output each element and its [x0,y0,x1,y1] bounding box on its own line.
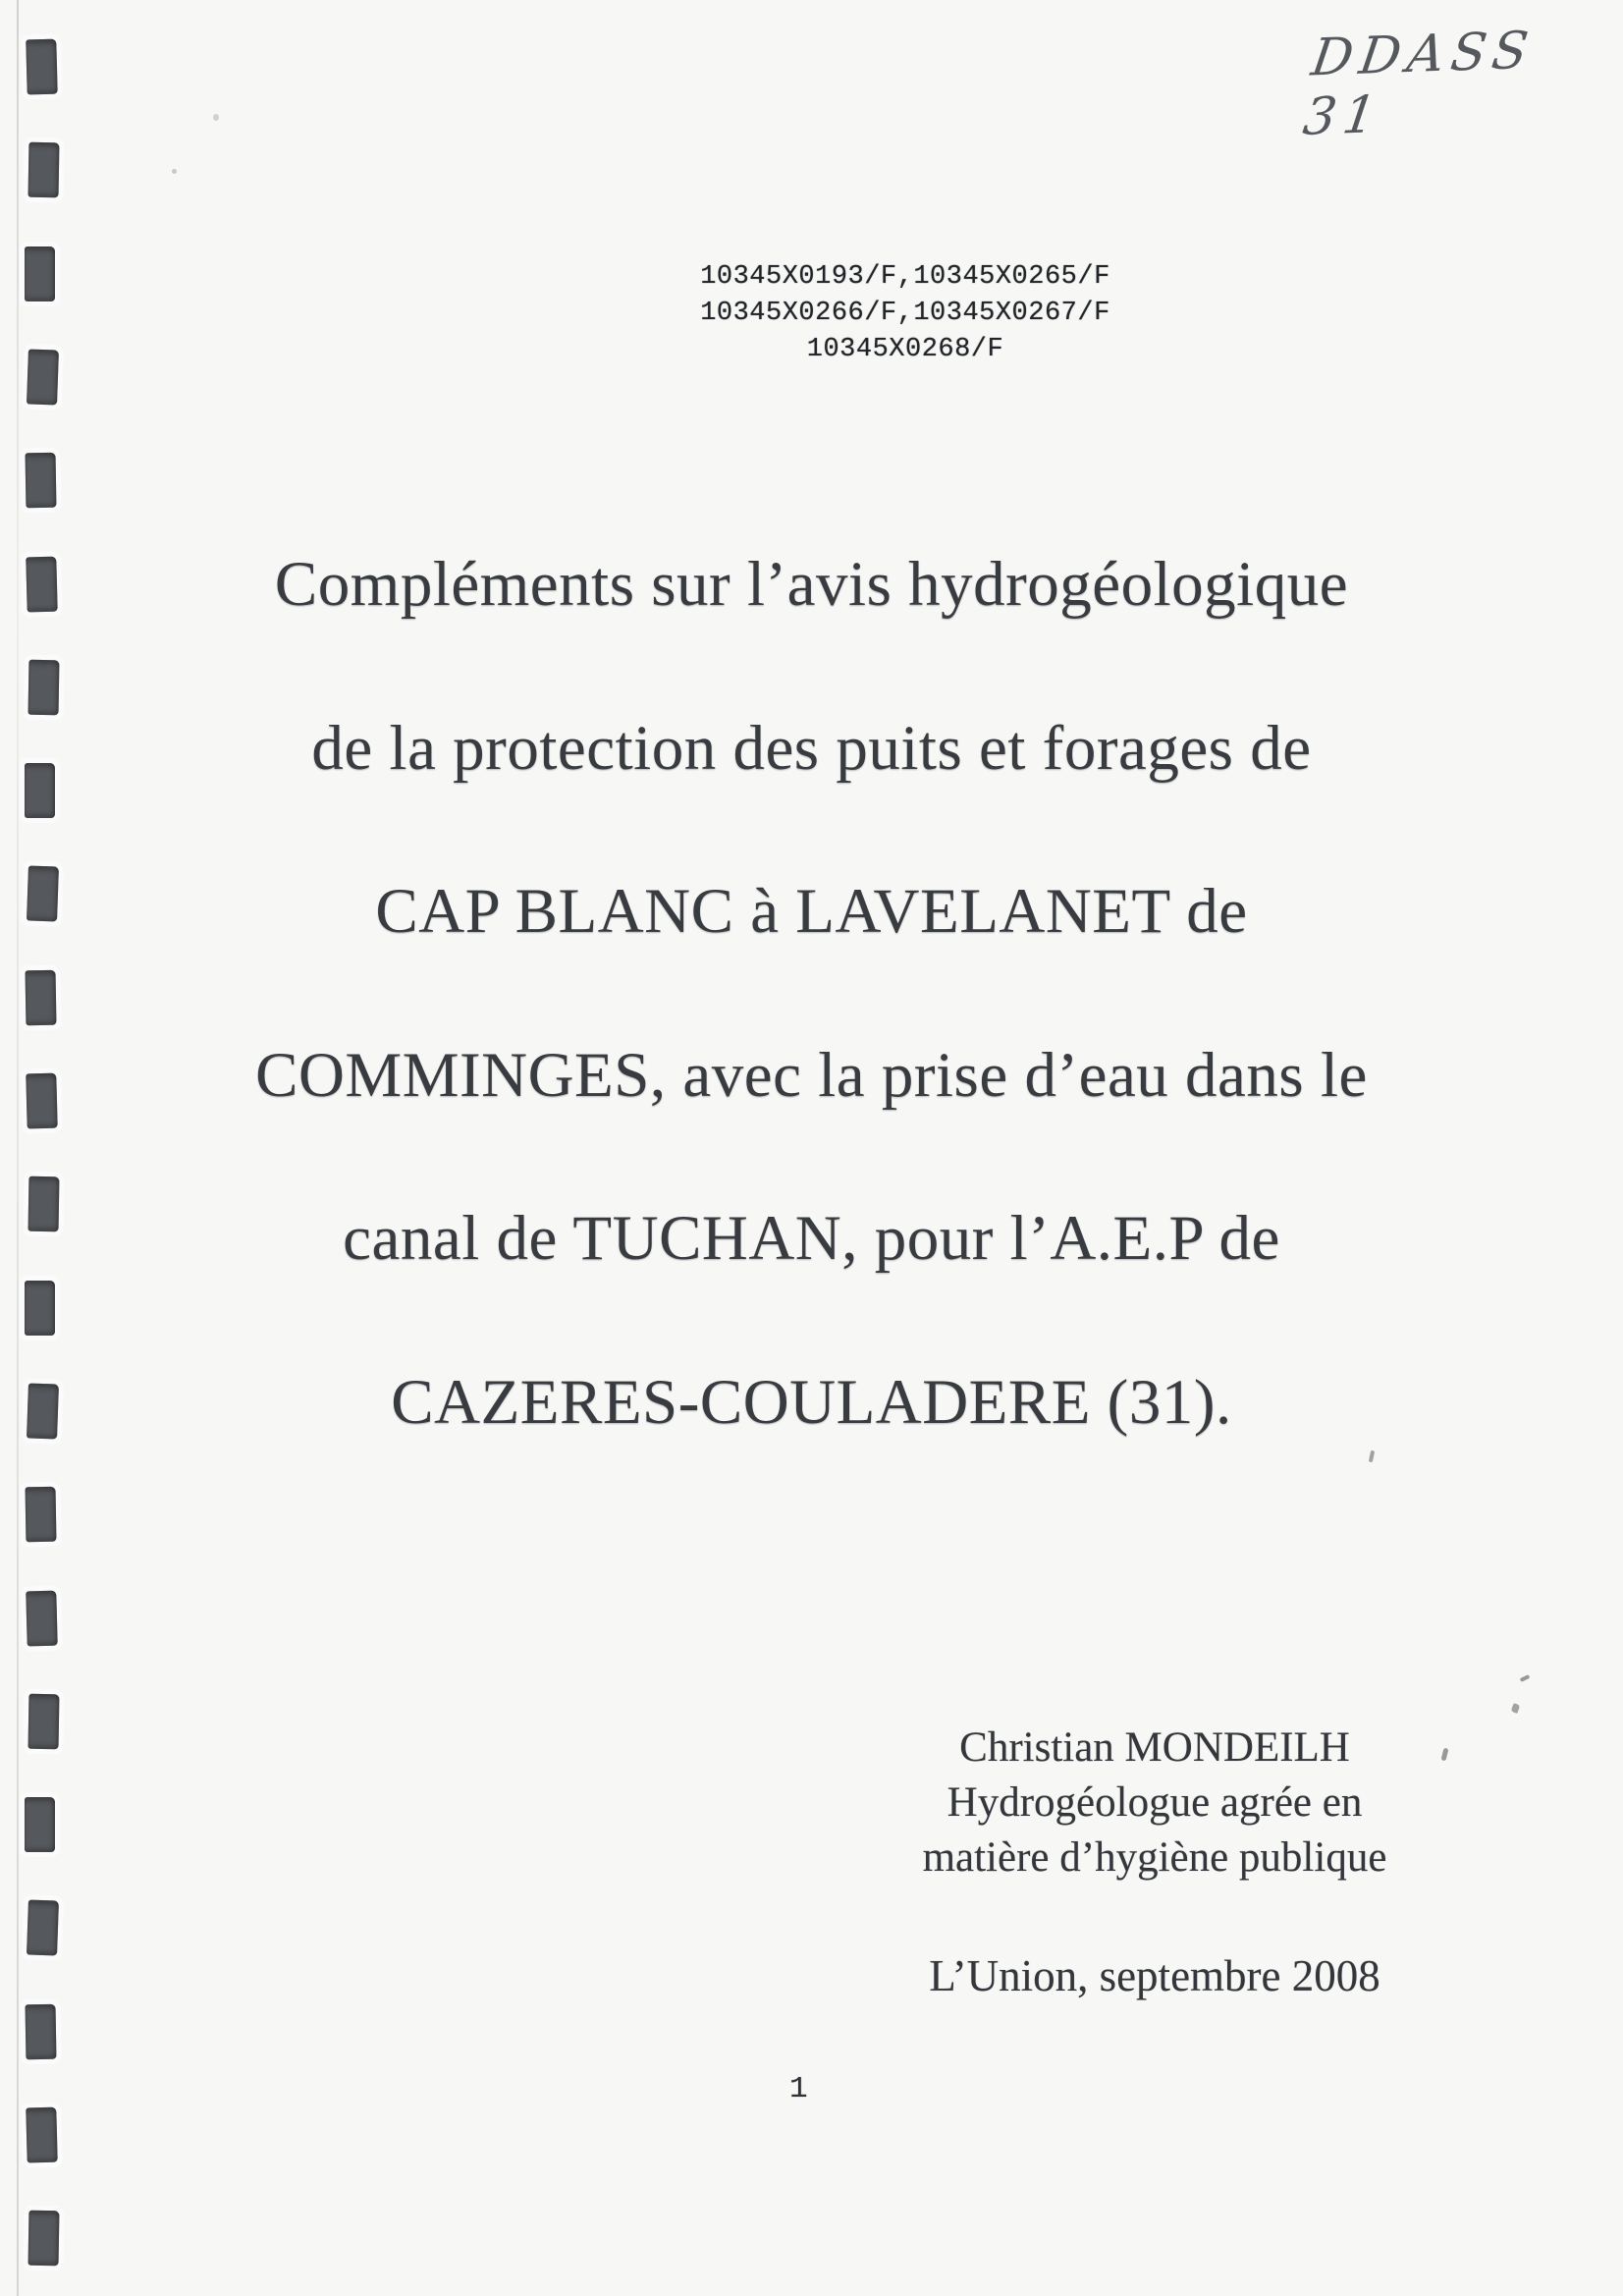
binding-hole [26,2003,57,2059]
document-title [0,503,1623,1484]
scan-speck [172,169,177,174]
binding-hole [26,1487,57,1543]
reference-numbers [640,259,1170,368]
page-number: 1 [789,2072,808,2106]
author-block [879,1721,1431,1886]
binding-hole [26,1590,57,1646]
reference-line: 10345X0193/F,10345X0265/F [700,262,1110,292]
title-line: de la protection des puits et forages de [311,712,1312,784]
title-line: Compléments sur l’avis hydrogéologique [274,549,1349,620]
author-title-line: Hydrogéologue agrée en [947,1779,1363,1826]
author-and-date-block [879,1721,1431,2001]
author-name: Christian MONDEILH [959,1724,1350,1771]
binding-hole [28,2211,60,2267]
binding-hole [28,1694,60,1750]
reference-line: 10345X0266/F,10345X0267/F [700,299,1110,328]
reference-line: 10345X0268/F [806,335,1004,364]
binding-hole [25,246,55,301]
binding-hole [27,349,59,405]
binding-hole [28,142,60,198]
binding-hole [26,2107,57,2163]
binding-hole [25,1797,55,1852]
scan-speck [1511,1703,1521,1714]
title-line: CAP BLANC à LAVELANET de [375,876,1248,947]
title-line: canal de TUCHAN, pour l’A.E.P de [343,1203,1280,1274]
scan-speck [1520,1674,1531,1682]
binding-hole [26,453,57,509]
binding-hole [27,1900,59,1956]
scan-speck [1441,1748,1449,1762]
title-line: COMMINGES, avec la prise d’eau dans le [255,1039,1368,1111]
title-line: CAZERES-COULADERE (31). [391,1366,1232,1438]
author-title-line: matière d’hygiène publique [922,1834,1387,1881]
scan-speck [213,114,219,121]
handwritten-note: DDASS 31 [1299,21,1539,147]
place-and-date: L’Union, septembre 2008 [929,1951,1380,2000]
binding-hole [26,39,57,95]
